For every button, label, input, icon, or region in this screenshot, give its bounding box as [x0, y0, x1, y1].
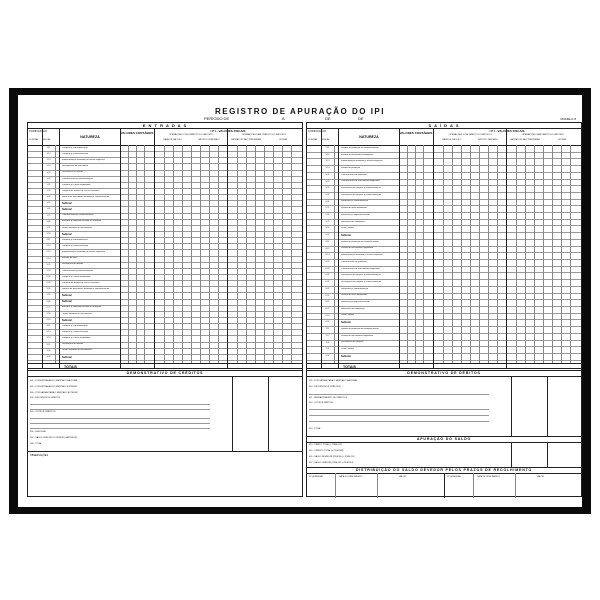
- apuracao-line: 017 - SALDO CREDOR (ITEM 015 > ITEM 014): [309, 462, 354, 464]
- grid-line: [59, 128, 60, 369]
- row-code: 5.32: [325, 193, 330, 196]
- demo-line: 012 - OUTROS DÉBITOS: [309, 402, 333, 404]
- ipi-head: I P I - VALORES FISCAIS: [489, 129, 525, 133]
- op-sem-label: OPERAÇÕES SEM DÉBITO DO IMPOSTO: [521, 134, 565, 136]
- grid-line: [433, 128, 434, 369]
- grid-line: [561, 145, 562, 363]
- row-label: Devoluções de compras: [341, 341, 364, 344]
- demo-line: 008 - TOTAL: [30, 443, 42, 445]
- row-label: Vendas de mercadorias adquiridas: [341, 153, 373, 156]
- demo-line: 003 - POR SAÍDAS PARA O MERCADO EXTERNO: [30, 392, 78, 394]
- col-base: BASE DE CÁLCULO: [163, 138, 183, 141]
- grid-line: [154, 128, 155, 369]
- row-label: Devoluções de compras p/ comercialização: [341, 280, 382, 283]
- dist-col: DATA DE VENCIMENTO: [477, 476, 500, 478]
- row-code: 6.92: [325, 321, 330, 324]
- grid-line: [515, 473, 516, 498]
- col-base: BASE DE CÁLCULO: [442, 138, 462, 141]
- row-label: Compras p/ industrialização: [62, 238, 88, 241]
- grid-line: [227, 128, 228, 369]
- row-label: Vendas de produção do estabelecimento: [341, 327, 379, 330]
- distribuicao-saldo: [307, 467, 581, 498]
- row-label: Vendas de produção do estabelecimento: [341, 146, 379, 149]
- grid-line: [264, 145, 265, 363]
- grid-line: [534, 145, 535, 363]
- grid-line: [415, 145, 416, 363]
- grid-line: [570, 145, 571, 363]
- row-label: Compras de material p/ uso ou consumo: [62, 281, 100, 284]
- dist-col: VALOR: [399, 476, 406, 478]
- apuracao-saldo: [307, 436, 581, 467]
- row-code: 2.22: [46, 269, 51, 272]
- entradas-column-header: [28, 128, 302, 146]
- grid-line: [173, 145, 174, 363]
- row-label: Retorno de mercadoria remetida p/ industrialização: [62, 288, 110, 291]
- row-code: 6.51: [325, 294, 330, 297]
- page-title: REGISTRO DE APURAÇÃO DO IPI: [215, 107, 385, 116]
- col-outras: OUTRAS: [278, 138, 288, 141]
- grid-line: [255, 145, 256, 363]
- row-label: Transferências p/ comercialização: [62, 214, 94, 217]
- grid-line: [452, 145, 453, 363]
- row-code: 2.71: [46, 306, 51, 309]
- row-code: 2.91: [46, 312, 51, 315]
- row-code: 2.92: [46, 318, 51, 321]
- grid-line: [497, 145, 498, 363]
- rule: [30, 423, 210, 424]
- grid-line: [200, 145, 201, 363]
- row-code: 2.41: [46, 288, 51, 291]
- codif-fiscal: FISCAL: [43, 139, 51, 141]
- row-code: 6.71: [325, 307, 330, 310]
- row-code: 2.21: [46, 263, 51, 266]
- row-label: Industrialização efetuada por outras empresas: [62, 159, 105, 162]
- row-code: 1.12: [46, 153, 51, 156]
- grid-line: [488, 145, 489, 363]
- op-com-label: OPERAÇÕES COM CRÉDITO DO IMPOSTO: [168, 134, 214, 136]
- row-label: Remessas de vasilhames: [341, 220, 365, 223]
- grid-line: [55, 145, 56, 363]
- grid-line: [209, 145, 210, 363]
- demo-line: 004 - ESTORNOS DE DÉBITOS: [30, 397, 61, 399]
- ipi-register-sheet: [18, 95, 582, 507]
- grid-line: [461, 145, 462, 363]
- grid-line: [273, 145, 274, 363]
- row-label: Subtotal: [62, 355, 72, 359]
- row-code: 6.13: [325, 254, 330, 257]
- row-code: 2.61: [46, 300, 51, 303]
- entradas-header: E N T R A D A S: [28, 123, 302, 129]
- row-label: Compras p/ industrialização: [62, 146, 88, 149]
- row-code: 1.13: [46, 159, 51, 162]
- row-label: Compras p/ o ativo imobilizado: [62, 275, 91, 278]
- row-label: Devoluções de compras p/ industrialização: [341, 274, 381, 277]
- row-label: Outras saídas: [341, 227, 354, 230]
- grid-line: [218, 145, 219, 363]
- row-label: Subtotal: [62, 318, 72, 322]
- row-code: 6.11: [325, 240, 330, 243]
- codif-contab: CONTÁB.: [308, 139, 318, 141]
- row-code: 5.71: [325, 220, 330, 223]
- natureza-label: NATUREZA: [80, 135, 100, 139]
- demo-line: 001 - POR ENTRADAS DO MERCADO NACIONAL: [30, 380, 78, 382]
- distribuicao-title: DISTRIBUIÇÃO DO SALDO DEVEDOR PELOS PRAZOS DE RECOLHIMENTO: [307, 468, 581, 474]
- row-code: 1.92: [46, 232, 51, 235]
- row-label: Recebimento de mercadoria: [62, 165, 89, 168]
- grid-line: [282, 145, 283, 363]
- row-code: 5.51: [325, 207, 330, 210]
- rule: [30, 404, 210, 405]
- grid-line: [443, 145, 444, 363]
- natureza-label: NATUREZA: [359, 135, 379, 139]
- value-column: [547, 376, 548, 436]
- col-outras: OUTRAS: [557, 138, 567, 141]
- grid-line: [423, 145, 424, 363]
- value-column: [268, 376, 269, 451]
- table-row: [307, 353, 581, 361]
- grid-line: [377, 473, 378, 498]
- period-a: A: [282, 116, 285, 121]
- row-label: Remessas p/ depósito fechado: [341, 301, 370, 304]
- row-label: Compras p/ comercialização: [62, 331, 89, 334]
- row-code: 7.31: [325, 348, 330, 351]
- row-code: 1.11: [46, 147, 51, 149]
- row-code: 6.31: [325, 274, 330, 277]
- codif-fiscal: FISCAL: [322, 139, 330, 141]
- row-label: Subtotal: [62, 300, 72, 304]
- row-label: Subtotal: [341, 321, 351, 325]
- row-label: Outras saídas: [341, 314, 354, 317]
- row-code: 1.61: [46, 208, 51, 211]
- grid-line: [164, 145, 165, 363]
- row-label: Devoluções de vendas: [62, 343, 84, 346]
- obs-label: OBSERVAÇÕES: [30, 454, 49, 457]
- row-code: 2.12: [46, 245, 51, 248]
- row-code: 5.91: [325, 227, 330, 230]
- grid-line: [552, 145, 553, 363]
- row-label: Subtotal: [62, 208, 72, 212]
- row-label: Outras entradas de mercadorias: [62, 349, 92, 352]
- row-label: Vendas de mercadorias adquiridas: [341, 247, 373, 250]
- value-column: [232, 376, 233, 451]
- row-code: 1.21: [46, 171, 51, 174]
- row-label: Vendas de ativo imobilizado: [341, 207, 367, 210]
- row-code: 1.71: [46, 214, 51, 217]
- row-code: 7.32: [325, 354, 330, 357]
- grid-line: [543, 145, 544, 363]
- row-label: Devoluções de compras p/ comercialização: [341, 193, 382, 196]
- grid-line: [136, 145, 137, 363]
- grid-line: [321, 128, 322, 369]
- grid-line: [334, 145, 335, 363]
- row-label: Industrialização efetuada p/ outras empresas: [341, 160, 383, 163]
- op-com-label: OPERAÇÕES COM DÉBITO DO IMPOSTO: [448, 134, 492, 136]
- rule: [309, 394, 489, 395]
- dist-col: DATA DO VENCIMENTO: [339, 476, 363, 478]
- row-code: 5.11: [325, 147, 330, 149]
- grid-line: [291, 145, 292, 363]
- row-code: 1.41: [46, 196, 51, 199]
- dist-col: Nº QUINZENA: [309, 476, 323, 478]
- demo-line: 007 - SALDO CREDOR DO PERÍODO ANTERIOR: [30, 437, 77, 439]
- row-label: Subtotal: [341, 354, 351, 358]
- row-label: Compras p/ industrialização: [62, 324, 88, 327]
- row-label: Remessas p/ industrialização: [341, 200, 369, 203]
- row-label: Retorno de mercadoria remetida p/ industrialização: [62, 195, 110, 198]
- row-code: 5.12: [325, 153, 330, 156]
- codif-label: CODIFICAÇÃO: [29, 130, 48, 133]
- row-code: 1.14: [46, 165, 51, 168]
- row-code: 3.31: [46, 349, 51, 352]
- row-label: Devoluções de vendas: [62, 263, 84, 266]
- row-code: 5.14: [325, 167, 330, 170]
- row-label: Transferências de mercadorias adquiridas: [341, 180, 380, 183]
- row-label: Industrialização efetuada por outras empresas: [62, 251, 105, 254]
- row-label: Vendas de ativo imobilizado: [341, 294, 367, 297]
- valores-label: VALORES CONTÁBEIS: [120, 131, 154, 135]
- row-code: 5.31: [325, 187, 330, 190]
- grid-line: [128, 145, 129, 363]
- row-code: 1.32: [46, 189, 51, 192]
- row-code: 1.51: [46, 202, 51, 205]
- row-code: 2.13: [46, 251, 51, 254]
- model-label: MODELO 8: [560, 117, 576, 121]
- row-code: 5.41: [325, 200, 330, 203]
- row-label: Compras p/ o ativo imobilizado: [62, 183, 91, 186]
- demo-line: 002 - POR ENTRADAS DO MERCADO EXTERNO: [30, 386, 78, 388]
- row-code: 2.31: [46, 275, 51, 278]
- dist-col: VALOR: [537, 476, 544, 478]
- entradas-totais: TOTAIS: [28, 363, 302, 369]
- grid-line: [479, 145, 480, 363]
- col-imposto: IMPOSTO CREDITADO: [198, 138, 220, 141]
- rule: [309, 421, 489, 422]
- grid-line: [237, 145, 238, 363]
- grid-line: [506, 128, 507, 369]
- row-code: 5.13: [325, 160, 330, 163]
- apuracao-line: 014 - DÉBITO TOTAL (= ITEM 013): [309, 444, 342, 446]
- grid-line: [399, 128, 400, 369]
- grid-line: [144, 145, 145, 363]
- row-code: 3.32: [46, 355, 51, 358]
- observacoes: [28, 451, 302, 498]
- row-label: Outras entradas de mercadorias: [62, 226, 92, 229]
- row-label: Outras entradas de mercadorias: [62, 312, 92, 315]
- apuracao-title: APURAÇÃO DO SALDO: [307, 437, 581, 443]
- row-code: 5.21: [325, 173, 330, 176]
- row-code: 7.21: [325, 341, 330, 344]
- valores-label: VALORES CONTÁBEIS: [399, 131, 433, 135]
- row-code: 6.61: [325, 301, 330, 304]
- row-label: Subtotal: [62, 232, 72, 236]
- row-code: 1.91: [46, 226, 51, 229]
- col-isentas: ISENTAS OU NÃO TRIBUTADAS: [510, 138, 540, 141]
- rule: [30, 418, 210, 419]
- rule: [30, 409, 210, 410]
- grid-line: [473, 473, 474, 498]
- codif-label: CODIFICAÇÃO: [308, 130, 327, 133]
- row-code: 2.14: [46, 257, 51, 260]
- row-code: 6.91: [325, 314, 330, 317]
- demo-line: 006 - SUBTOTAL: [30, 431, 47, 433]
- row-label: Compras de material p/ uso ou consumo: [62, 189, 100, 192]
- apuracao-line: 015 - CRÉDITO TOTAL (= ITEM 008): [309, 450, 344, 452]
- row-code: 6.12: [325, 247, 330, 250]
- grid-line: [182, 145, 183, 363]
- row-label: Devoluções de vendas: [62, 171, 84, 174]
- demo-line: 005 - OUTROS CRÉDITOS: [30, 411, 56, 413]
- row-label: Vendas de produção do estabelecimento: [341, 240, 379, 243]
- row-code: 6.32: [325, 281, 330, 284]
- period-de1: DE: [325, 116, 331, 121]
- row-label: Subtotal: [62, 294, 72, 298]
- period-de2: DE: [358, 116, 364, 121]
- grid-line: [525, 145, 526, 363]
- row-label: Entradas p/ depósito fechado ou armazém: [62, 220, 102, 223]
- row-code: 3.12: [46, 331, 51, 334]
- row-code: 5.61: [325, 214, 330, 217]
- demo-debitos-title: DEMONSTRATIVO DE DÉBITOS: [307, 371, 581, 377]
- row-code: 6.21: [325, 261, 330, 264]
- row-code: 3.11: [46, 325, 51, 328]
- codif-contab: CONTÁB.: [29, 139, 39, 141]
- row-code: 6.22: [325, 267, 330, 270]
- grid-line: [516, 145, 517, 363]
- table-row: [28, 354, 302, 361]
- row-code: 6.41: [325, 287, 330, 290]
- row-code: 3.13: [46, 337, 51, 340]
- entradas-panel: [27, 122, 303, 497]
- row-code: 5.92: [325, 234, 330, 237]
- apuracao-line: 016 - SALDO DEVEDOR (ITEM 014 > ITEM 015): [309, 456, 355, 458]
- row-label: Subtotal: [341, 233, 351, 237]
- row-label: Subtotal: [62, 202, 72, 206]
- row-label: Transferências de produção: [341, 260, 367, 263]
- row-code: 5.22: [325, 180, 330, 183]
- op-sem-label: OPERAÇÕES SEM CRÉDITO DO IMPOSTO: [241, 134, 287, 136]
- row-code: 2.11: [46, 239, 51, 242]
- value-column: [511, 376, 512, 436]
- grid-line: [444, 473, 445, 498]
- grid-line: [470, 145, 471, 363]
- value-column: [511, 442, 512, 467]
- row-label: Compras p/ comercialização: [62, 245, 89, 248]
- row-code: 2.32: [46, 282, 51, 285]
- row-label: Entradas p/ depósito fechado ou armazém: [62, 306, 102, 309]
- saidas-panel: [306, 122, 582, 497]
- demo-line: 013 - TOTAL: [309, 428, 321, 430]
- grid-line: [246, 145, 247, 363]
- dist-col: Nº QUINZENA: [447, 476, 461, 478]
- row-code: 2.51: [46, 294, 51, 297]
- row-label: Entrada de bens: [62, 257, 78, 260]
- rule: [30, 428, 210, 429]
- rule: [309, 415, 489, 416]
- row-label: Transferências p/ industrialização: [62, 177, 93, 180]
- grid-line: [338, 128, 339, 369]
- value-column: [547, 442, 548, 467]
- row-label: Transferências de mercadorias adquiridas: [341, 267, 380, 270]
- row-code: 1.31: [46, 183, 51, 186]
- row-label: Vendas de mercadorias adquiridas: [341, 334, 373, 337]
- row-code: 3.21: [46, 343, 51, 346]
- row-code: 7.11: [325, 328, 330, 331]
- row-label: Transferências de produção: [341, 173, 367, 176]
- col-imposto: IMPOSTO DEBITADO: [478, 138, 498, 141]
- demo-line: 010 - ESTORNOS DE CRÉDITOS: [309, 386, 341, 388]
- demonstrativo-debitos: [307, 370, 581, 436]
- period-label: PERÍODO DE: [204, 116, 230, 121]
- grid-line: [42, 128, 43, 369]
- grid-line: [191, 145, 192, 363]
- row-code: 1.22: [46, 177, 51, 180]
- row-code: 1.81: [46, 220, 51, 223]
- saidas-totais: TOTAIS: [307, 363, 581, 369]
- row-label: Remessas de vasilhames: [341, 307, 365, 310]
- grid-line: [120, 128, 121, 369]
- row-label: Devoluções de compras p/ industrialização: [341, 187, 381, 190]
- grid-line: [407, 145, 408, 363]
- row-label: Compras p/ comercialização: [62, 152, 89, 155]
- row-label: Outras saídas: [341, 348, 354, 351]
- demo-line: 009 - POR SAÍDAS PARA O MERCADO NACIONAL: [309, 380, 358, 382]
- demonstrativo-creditos: [28, 370, 302, 451]
- grid-line: [335, 473, 336, 498]
- saidas-column-header: [307, 128, 581, 146]
- row-label: Industrialização efetuada p/ outras empresas: [341, 254, 383, 257]
- col-isentas: ISENTAS OU NÃO TRIBUTADAS: [231, 138, 261, 141]
- row-label: Compras p/ o ativo imobilizado: [62, 337, 91, 340]
- row-label: Remessas p/ industrialização: [341, 287, 369, 290]
- ipi-head: I P I - VALORES FISCAIS: [210, 129, 246, 133]
- demo-creditos-title: DEMONSTRATIVO DE CRÉDITOS: [28, 371, 302, 377]
- row-label: Remessas p/ depósito fechado: [341, 213, 370, 216]
- rule: [309, 409, 489, 410]
- row-label: Vendas de produção: [341, 166, 361, 169]
- row-label: Transferências p/ industrialização: [62, 269, 93, 272]
- row-code: 7.12: [325, 334, 330, 337]
- demo-line: 011 - RESSARCIMENTO DE CRÉDITOS: [309, 397, 347, 399]
- saidas-header: S A Í D A S: [307, 123, 581, 129]
